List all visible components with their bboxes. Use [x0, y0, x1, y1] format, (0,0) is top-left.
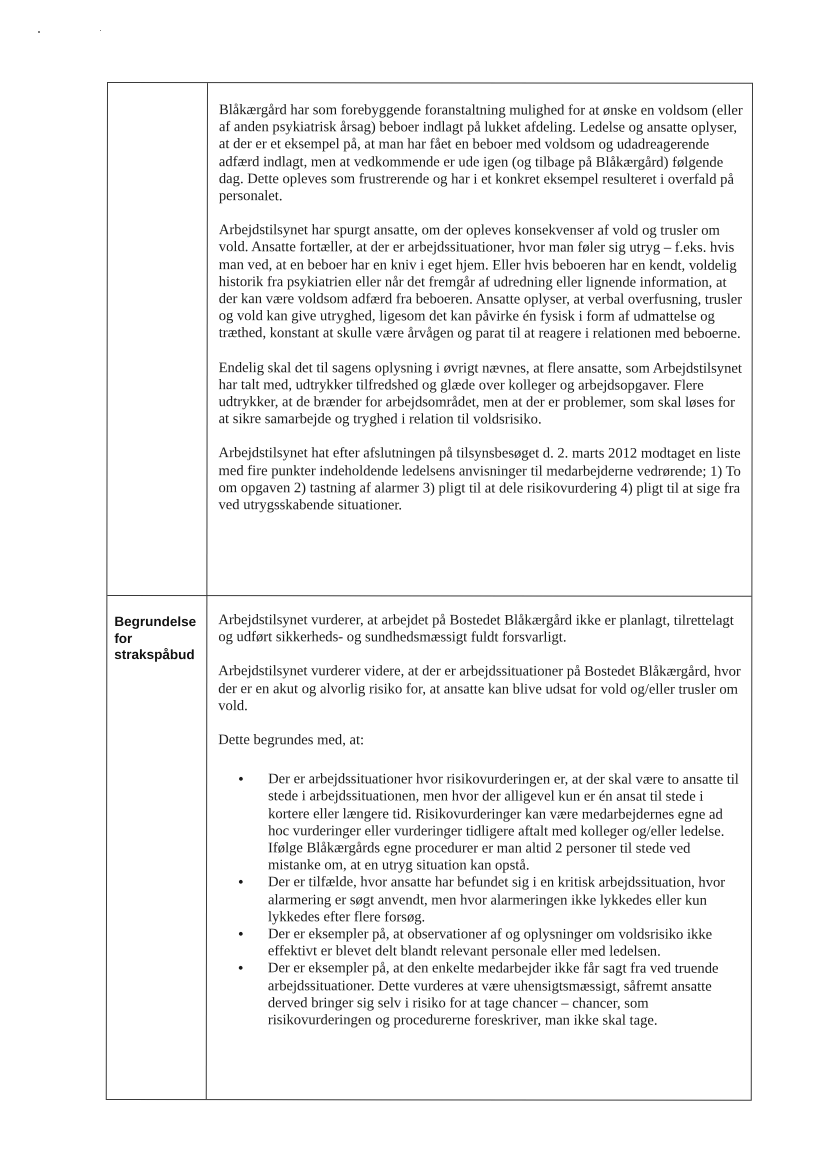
scan-speck	[100, 30, 101, 31]
list-item: • Der er arbejdssituationer hvor risikovurderingen er, at der skal være to ansatte til stede i arbejdssituationen, men hvor der alligevel kun er én ansat til stede i kortere eller længere tid. Risikovurderinger kan være medarbejdernes egne ad hoc vurderinger eller vurderinger tidligere aftalt med kolleger og/eller ledelse. Ifølge Blåkærgårds egne procedurer er man altid 2 personer til stede ved mistanke om, at en utryg situation kan opstå.	[268, 771, 746, 875]
paragraph: Arbejdstilsynet hat efter afslutningen på tilsynsbesøget d. 2. marts 2012 modtaget en liste med fire punkter indeholdende ledelsens anvisninger til medarbejderne vedrørende; 1) To om opgaven 2) tastning af alarmer 3) pligt til at dele risikovurdering 4) pligt til at sige fra ved utrygsskabende situationer.	[218, 445, 741, 514]
paragraph: Dette begrundes med, at:	[218, 732, 365, 749]
bullet-list	[218, 771, 746, 1030]
top-section-content	[218, 102, 747, 532]
document-table	[106, 82, 753, 1101]
list-item: • Der er eksempler på, at den enkelte medarbejder ikke får sagt fra ved truende arbejdssituationer. Dette vurderes at være uhensigtsmæssigt, såfremt ansatte derved bringer sig selv i risiko for at tage chancer – chancer, som risikovurderingen og procedurerne foreskriver, man ikke skal tage.	[268, 961, 746, 1030]
scan-specks	[38, 28, 118, 34]
list-item: • Der er tilfælde, hvor ansatte har befundet sig i en kritisk arbejdssituation, hvor alarmering er søgt anvendt, men hvor alarmeringen ikke lykkedes eller kun lykkedes efter flere forsøg.	[268, 875, 746, 927]
paragraph: Endelig skal det til sagens oplysning i øvrigt nævnes, at flere ansatte, som Arbejdstilsynet har talt med, udtrykker tilfredshed og glæde over kolleger og arbejdsopgaver. Flere udtrykker, at de brænder for arbejdsområdet, men at der er problemer, som skal løses for at sikre samarbejde og tryghed i relation til voldsrisiko.	[218, 359, 742, 428]
section-label: Begrundelse for strakspåbud	[114, 614, 197, 663]
row-divider	[107, 595, 751, 597]
paragraph: Arbejdstilsynet vurderer videre, at der er arbejdssituationer på Bostedet Blåkærgård, hvor der er en akut og alvorlig risiko for, at ansatte kan blive udsat for vold og/eller trusler om vold.	[218, 663, 741, 714]
column-divider	[206, 83, 208, 1099]
paragraph: Arbejdstilsynet har spurgt ansatte, om der opleves konsekvenser af vold og trusler om vold. Ansatte fortæller, at der er arbejdssituationer, hvor man føler sig utryg – f.eks. hvis man ved, at en beboer har en kniv i eget hjem. Eller hvis beboeren har en kendt, voldelig historik fra psykiatrien eller når det fremgår af udredning eller lignende information, at der kan være voldsom adfærd fra beboeren. Ansatte oplyser, at verbal overfusning, trusler og vold kan give utryghed, ligesom det kan påvirke én fysisk i form af udmattelse og træthed, konstant at skulle være årvågen og parat til at reagere i relationen med beboerne.	[218, 222, 743, 343]
paragraph: Blåkærgård har som forebyggende foranstaltning mulighed for at ønske en voldsom (eller af anden psykiatrisk årsag) beboer indlagt på lukket afdeling. Ledelse og ansatte oplyser, at der er et eksempel på, at man har fået en beboer med voldsom og udadreagerende adfærd indlagt, men at vedkommende er ude igen (og tilbage på Blåkærgård) følgende dag. Dette opleves som frustrerende og har i et konkret eksempel resulteret i overfald på personalet.	[218, 102, 743, 205]
list-item: • Der er eksempler på, at observationer af og oplysninger om voldsrisiko ikke effektivt er blevet delt blandt relevant personale eller med ledelsen.	[268, 926, 746, 961]
paragraph: Arbejdstilsynet vurderer, at arbejdet på Bostedet Blåkærgård ikke er planlagt, tilrettelagt og udført sikkerheds- og sundhedsmæssigt fuldt forsvarligt.	[218, 612, 734, 646]
bottom-section-content	[218, 612, 747, 1030]
scan-speck	[38, 31, 40, 33]
